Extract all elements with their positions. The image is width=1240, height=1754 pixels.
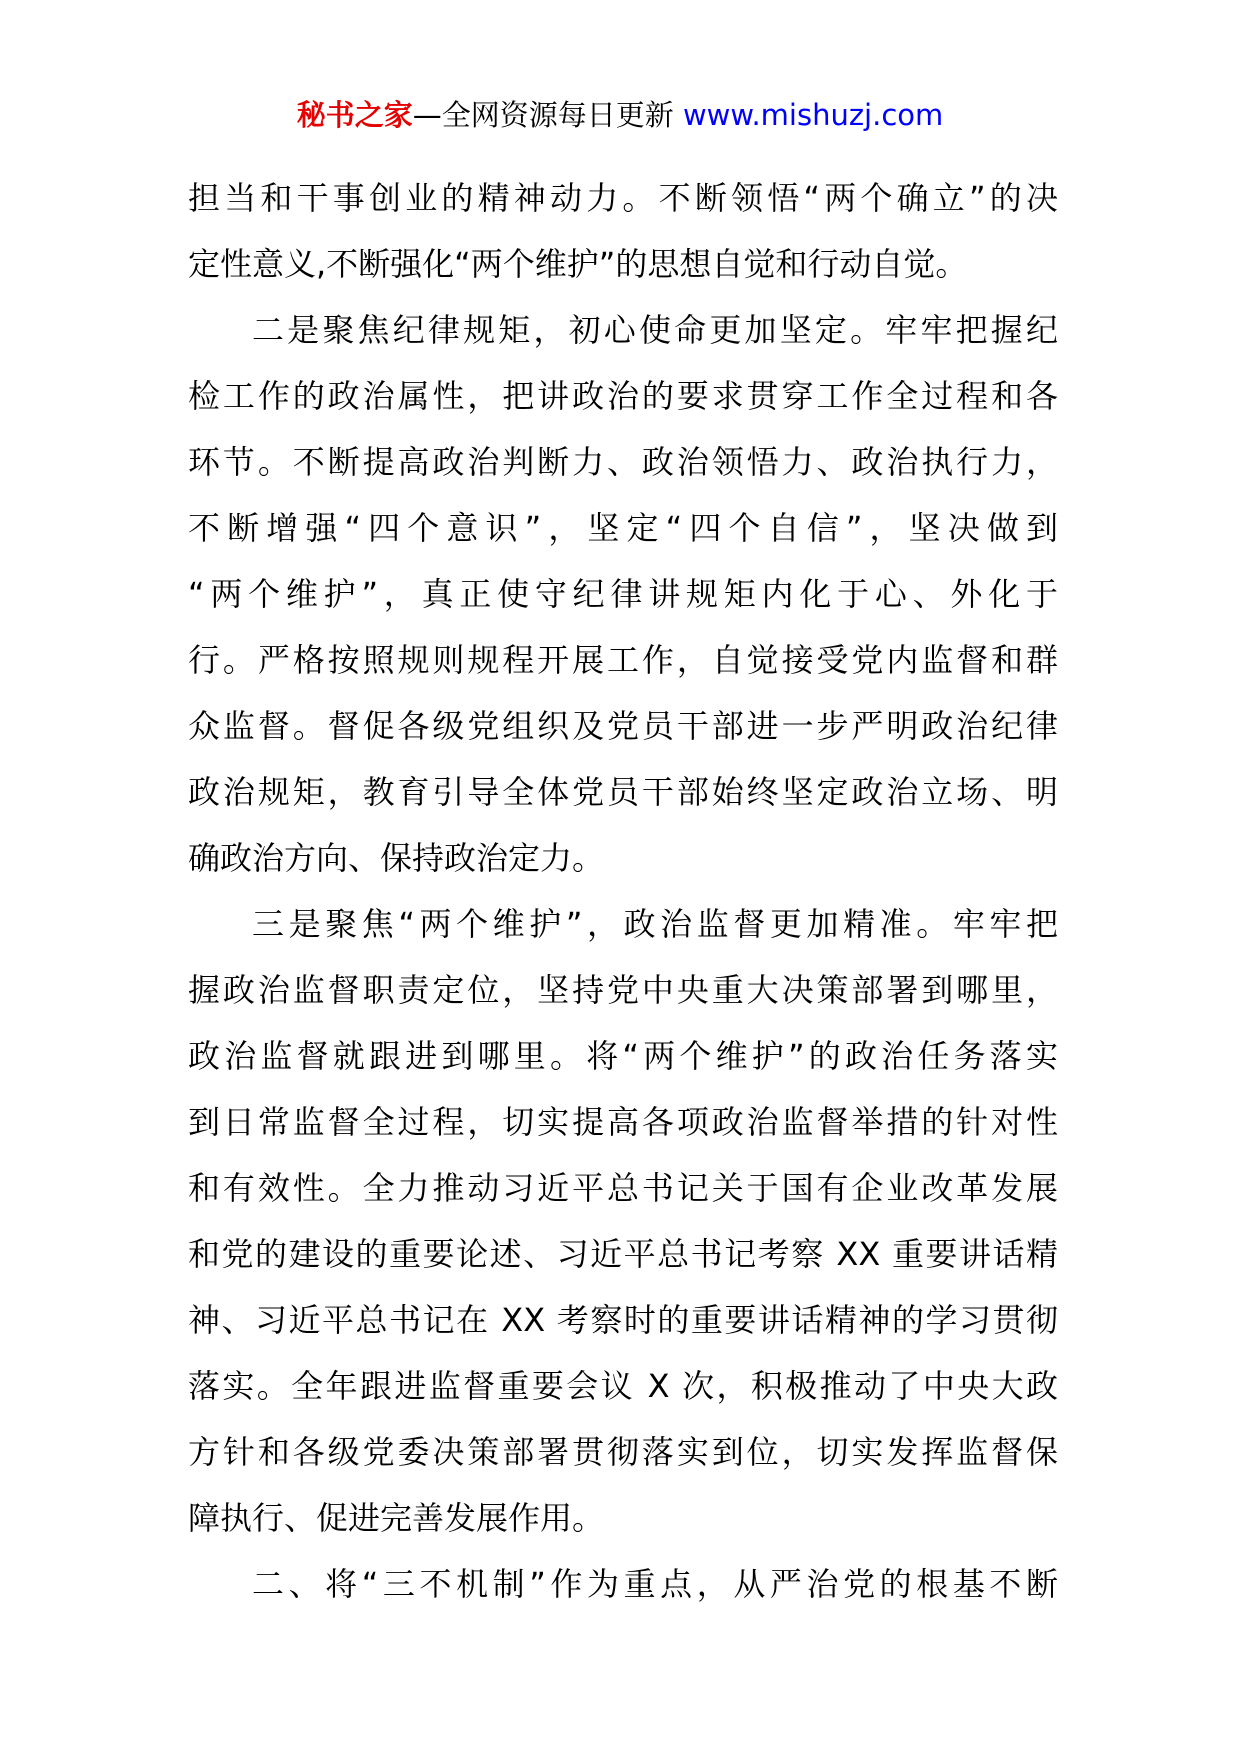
text-line: 行。严格按照规则规程开展工作，自觉接受党内监督和群 <box>188 641 1058 679</box>
text-line: 障执行、促进完善发展作用。 <box>188 1499 605 1537</box>
text-line: 握政治监督职责定位，坚持党中央重大决策部署到哪里， <box>188 971 1058 1009</box>
text-line: 落实。全年跟进监督重要会议 X 次，积极推动了中央大政 <box>188 1367 1058 1405</box>
text-line: “两个维护”，真正使守纪律讲规矩内化于心、外化于 <box>188 575 1058 613</box>
paragraph-first-line: 三是聚焦“两个维护”，政治监督更加精准。牢牢把 <box>252 905 1058 943</box>
section-heading-line: 二、将“三不机制”作为重点，从严治党的根基不断 <box>252 1565 1058 1603</box>
text-line: 定性意义,不断强化“两个维护”的思想自觉和行动自觉。 <box>188 245 968 283</box>
text-line: 不断增强“四个意识”，坚定“四个自信”，坚决做到 <box>188 509 1058 547</box>
text-line: 和党的建设的重要论述、习近平总书记考察 XX 重要讲话精 <box>188 1235 1058 1273</box>
text-line: 担当和干事创业的精神动力。不断领悟“两个确立”的决 <box>188 179 1058 217</box>
text-line: 方针和各级党委决策部署贯彻落实到位，切实发挥监督保 <box>188 1433 1058 1471</box>
text-line: 政治监督就跟进到哪里。将“两个维护”的政治任务落实 <box>188 1037 1058 1075</box>
site-url-link[interactable]: www.mishuzj.com <box>682 98 944 132</box>
text-line: 到日常监督全过程，切实提高各项政治监督举措的针对性 <box>188 1103 1058 1141</box>
text-line: 众监督。督促各级党组织及党员干部进一步严明政治纪律 <box>188 707 1058 745</box>
text-line: 环节。不断提高政治判断力、政治领悟力、政治执行力， <box>188 443 1058 481</box>
text-line: 政治规矩，教育引导全体党员干部始终坚定政治立场、明 <box>188 773 1058 811</box>
document-body <box>188 165 1058 1617</box>
text-line: 和有效性。全力推动习近平总书记关于国有企业改革发展 <box>188 1169 1058 1207</box>
text-line: 神、习近平总书记在 XX 考察时的重要讲话精神的学习贯彻 <box>188 1301 1058 1339</box>
text-line: 确政治方向、保持政治定力。 <box>188 839 605 877</box>
paragraph-first-line: 二是聚焦纪律规矩，初心使命更加坚定。牢牢把握纪 <box>252 311 1058 349</box>
site-tagline: —全网资源每日更新 <box>412 98 683 132</box>
site-brand: 秘书之家 <box>296 98 413 132</box>
text-line: 检工作的政治属性，把讲政治的要求贯穿工作全过程和各 <box>188 377 1058 415</box>
site-header <box>0 95 1240 135</box>
